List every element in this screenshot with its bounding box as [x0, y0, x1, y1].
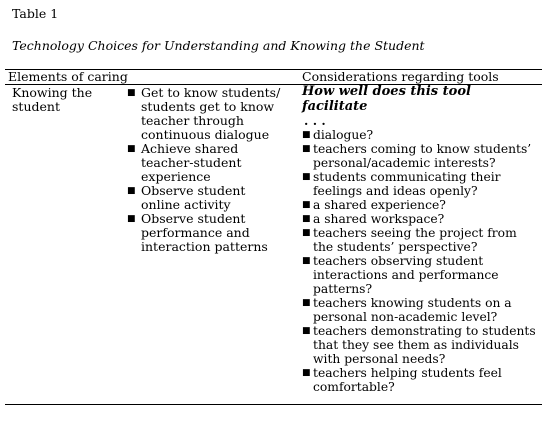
column-header-considerations: Considerations regarding tools [302, 69, 499, 84]
table-label: Table 1 [12, 6, 59, 21]
list-item-text: Get to know students/ students get to know teacher through continuous dialogue [141, 85, 281, 142]
list-item-text: teachers helping students feel comfortable? [313, 366, 502, 394]
list-item [127, 212, 287, 254]
list-item-text: a shared experience? [313, 198, 446, 212]
list-item [302, 142, 538, 170]
square-bullet-icon: ■ [302, 256, 311, 266]
square-bullet-icon: ■ [302, 228, 311, 238]
square-bullet-icon: ■ [127, 144, 136, 154]
list-item-text: teachers seeing the project from the students’ perspective? [313, 226, 517, 254]
list-item-text: dialogue? [313, 128, 374, 142]
list-item [127, 86, 287, 142]
list-item-text: a shared workspace? [313, 212, 445, 226]
list-item-text: teachers demonstrating to students that they see them as individuals with personal needs? [313, 324, 536, 366]
list-item [302, 254, 538, 296]
considerations-heading: How well does this tool facilitate [302, 84, 471, 114]
list-item-text: teachers knowing students on a personal non-academic level? [313, 296, 512, 324]
list-item-text: Observe student online activity [141, 183, 246, 212]
square-bullet-icon: ■ [127, 214, 136, 224]
square-bullet-icon: ■ [302, 172, 311, 182]
list-item-text: teachers coming to know students’ personal/academic interests? [313, 142, 532, 170]
row-label-knowing-student: Knowing the student [12, 85, 93, 114]
list-item [302, 198, 538, 212]
square-bullet-icon: ■ [302, 298, 311, 308]
square-bullet-icon: ■ [302, 200, 311, 210]
elements-of-caring-list [127, 86, 287, 254]
square-bullet-icon: ■ [302, 326, 311, 336]
square-bullet-icon: ■ [127, 186, 136, 196]
list-item [302, 324, 538, 366]
column-header-elements: Elements of caring [8, 69, 128, 84]
list-item-text: teachers observing student interactions and performance patterns? [313, 254, 499, 296]
list-item [302, 366, 538, 394]
table-bottom-rule [5, 404, 542, 405]
list-item [127, 142, 287, 184]
list-item [302, 296, 538, 324]
square-bullet-icon: ■ [302, 144, 311, 154]
list-item-text: Observe student performance and interaction patterns [141, 211, 268, 254]
square-bullet-icon: ■ [127, 88, 136, 98]
considerations-list [302, 128, 538, 394]
square-bullet-icon: ■ [302, 130, 311, 140]
square-bullet-icon: ■ [302, 214, 311, 224]
list-item [127, 184, 287, 212]
list-item-text: Achieve shared teacher-student experience [141, 141, 242, 184]
considerations-ellipsis: . . . [304, 113, 326, 128]
list-item [302, 170, 538, 198]
considerations-column [302, 84, 538, 394]
table-caption: Technology Choices for Understanding and Knowing the Student [12, 38, 425, 53]
list-item [302, 212, 538, 226]
list-item [302, 128, 538, 142]
square-bullet-icon: ■ [302, 368, 311, 378]
list-item [302, 226, 538, 254]
list-item-text: students communicating their feelings and ideas openly? [313, 170, 501, 198]
